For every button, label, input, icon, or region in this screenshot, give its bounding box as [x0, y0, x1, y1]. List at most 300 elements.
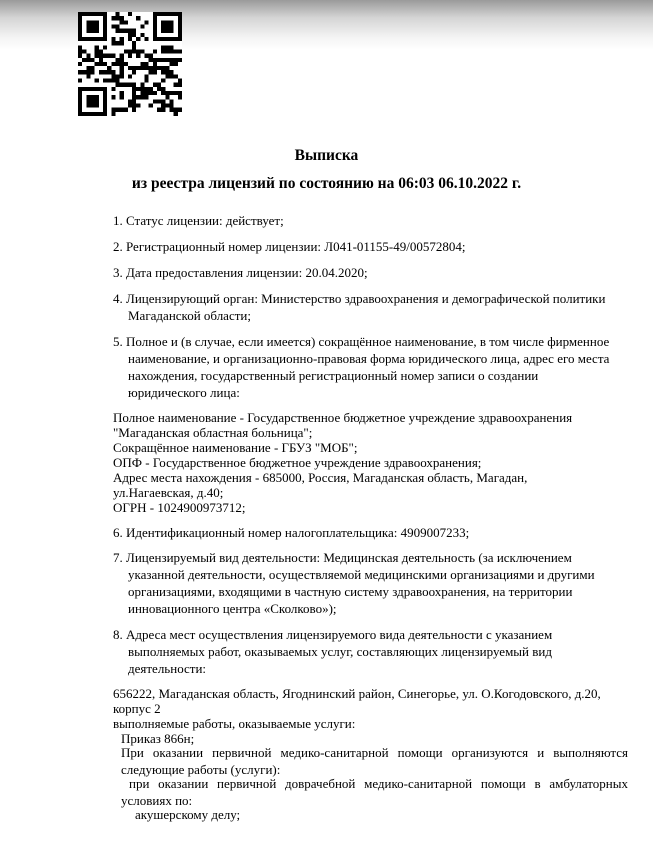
qr-module — [153, 29, 157, 33]
item-org-name-heading-l2: наименование, и организационно-правовая форма юридического лица, адрес его места — [128, 351, 610, 366]
item-license-status: 1. Статус лицензии: действует; — [113, 213, 284, 228]
qr-module — [149, 70, 153, 74]
qr-module — [86, 99, 90, 103]
qr-module — [170, 70, 174, 74]
qr-module — [111, 62, 115, 66]
org-short-name: Сокращённое наименование - ГБУЗ "МОБ"; — [113, 440, 358, 455]
qr-module — [136, 95, 140, 99]
org-address-cont: ул.Нагаевская, д.40; — [113, 485, 224, 500]
qr-module — [86, 95, 90, 99]
qr-module — [157, 83, 161, 87]
qr-module — [95, 29, 99, 33]
qr-module — [78, 104, 82, 108]
qr-module — [174, 49, 178, 53]
qr-module — [107, 79, 111, 83]
qr-module — [157, 99, 161, 103]
qr-module — [140, 83, 144, 87]
qr-module — [95, 20, 99, 24]
qr-module — [82, 12, 86, 16]
qr-module — [149, 54, 153, 58]
qr-module — [124, 20, 128, 24]
qr-module — [99, 112, 103, 116]
qr-module — [145, 79, 149, 83]
qr-module — [115, 74, 119, 78]
qr-module — [103, 91, 107, 95]
qr-module — [161, 29, 165, 33]
qr-module — [103, 12, 107, 16]
qr-module — [140, 24, 144, 28]
qr-module — [78, 62, 82, 66]
qr-module — [174, 74, 178, 78]
qr-module — [103, 70, 107, 74]
qr-module — [161, 58, 165, 62]
qr-module — [170, 49, 174, 53]
qr-module — [90, 29, 94, 33]
qr-module — [78, 112, 82, 116]
qr-module — [95, 99, 99, 103]
qr-module — [161, 66, 165, 70]
qr-module — [174, 91, 178, 95]
qr-module — [132, 45, 136, 49]
qr-module — [120, 74, 124, 78]
qr-module — [153, 37, 157, 41]
qr-module — [153, 20, 157, 24]
qr-module — [140, 49, 144, 53]
qr-module — [95, 112, 99, 116]
qr-module — [90, 95, 94, 99]
qr-module — [178, 58, 182, 62]
qr-module — [95, 49, 99, 53]
qr-module — [90, 58, 94, 62]
qr-module — [103, 24, 107, 28]
qr-module — [86, 104, 90, 108]
qr-module — [95, 24, 99, 28]
qr-module — [178, 12, 182, 16]
qr-module — [178, 16, 182, 20]
qr-module — [124, 49, 128, 53]
qr-module — [103, 16, 107, 20]
qr-module — [178, 91, 182, 95]
qr-module — [165, 95, 169, 99]
qr-module — [120, 83, 124, 87]
qr-module — [132, 41, 136, 45]
qr-module — [165, 66, 169, 70]
qr-module — [153, 66, 157, 70]
qr-module — [140, 62, 144, 66]
qr-module — [120, 41, 124, 45]
qr-module — [128, 54, 132, 58]
qr-module — [111, 41, 115, 45]
qr-module — [115, 41, 119, 45]
qr-module — [178, 29, 182, 33]
qr-module — [174, 37, 178, 41]
qr-module — [115, 83, 119, 87]
qr-module — [90, 70, 94, 74]
place-address-cont: корпус 2 — [113, 701, 161, 716]
qr-module — [170, 12, 174, 16]
qr-module — [161, 70, 165, 74]
item-licensing-authority-cont: Магаданской области; — [128, 308, 251, 323]
qr-module — [140, 91, 144, 95]
qr-module — [86, 112, 90, 116]
qr-module — [165, 45, 169, 49]
qr-module — [153, 91, 157, 95]
qr-module — [170, 74, 174, 78]
qr-module — [107, 66, 111, 70]
item-registration-number: 2. Регистрационный номер лицензии: Л041-01155-49/00572804; — [113, 239, 466, 254]
qr-module — [78, 24, 82, 28]
qr-module — [132, 91, 136, 95]
qr-module — [103, 54, 107, 58]
qr-module — [111, 79, 115, 83]
qr-module — [165, 12, 169, 16]
qr-module — [99, 37, 103, 41]
qr-module — [153, 83, 157, 87]
qr-module — [86, 37, 90, 41]
qr-module — [115, 29, 119, 33]
qr-module — [120, 54, 124, 58]
qr-module — [153, 62, 157, 66]
qr-code — [78, 12, 182, 116]
qr-module — [132, 29, 136, 33]
qr-module — [161, 37, 165, 41]
qr-module — [145, 54, 149, 58]
qr-module — [124, 83, 128, 87]
qr-module — [115, 108, 119, 112]
qr-module — [149, 87, 153, 91]
item-activity-type-l2: указанной деятельности, осуществляемой медицинскими организациями и другими — [128, 567, 595, 582]
qr-module — [103, 108, 107, 112]
qr-module — [170, 29, 174, 33]
qr-module — [161, 45, 165, 49]
qr-module — [165, 24, 169, 28]
qr-module — [78, 54, 82, 58]
qr-module — [128, 33, 132, 37]
place-obstetrics: акушерскому делу; — [135, 807, 241, 822]
qr-module — [136, 49, 140, 53]
qr-module — [103, 87, 107, 91]
qr-module — [157, 108, 161, 112]
qr-module — [153, 12, 157, 16]
qr-module — [161, 87, 165, 91]
qr-module — [132, 104, 136, 108]
qr-module — [111, 54, 115, 58]
qr-module — [99, 49, 103, 53]
qr-module — [115, 12, 119, 16]
qr-module — [132, 95, 136, 99]
qr-module — [111, 108, 115, 112]
qr-module — [111, 16, 115, 20]
qr-module — [111, 24, 115, 28]
qr-module — [124, 108, 128, 112]
qr-module — [178, 33, 182, 37]
qr-module — [120, 29, 124, 33]
qr-module — [140, 95, 144, 99]
qr-module — [174, 108, 178, 112]
qr-module — [95, 79, 99, 83]
item-org-name-heading: 5. Полное и (в случае, если имеется) сокращённое наименование, в том числе фирменное — [113, 334, 610, 349]
qr-module — [153, 16, 157, 20]
qr-module — [161, 91, 165, 95]
qr-module — [82, 37, 86, 41]
qr-module — [95, 95, 99, 99]
qr-module — [136, 66, 140, 70]
qr-module — [120, 37, 124, 41]
org-address: Адрес места нахождения - 685000, Россия, Магаданская область, Магадан, — [113, 470, 528, 485]
qr-module — [153, 70, 157, 74]
qr-module — [165, 91, 169, 95]
qr-module — [128, 49, 132, 53]
qr-module — [103, 37, 107, 41]
qr-module — [157, 12, 161, 16]
qr-module — [82, 112, 86, 116]
qr-module — [132, 87, 136, 91]
qr-module — [178, 79, 182, 83]
qr-module — [178, 49, 182, 53]
qr-module — [157, 87, 161, 91]
qr-module — [153, 58, 157, 62]
qr-module — [103, 104, 107, 108]
qr-module — [145, 20, 149, 24]
place-works-header: выполняемые работы, оказываемые услуги: — [113, 716, 356, 731]
qr-module — [103, 29, 107, 33]
qr-module — [78, 95, 82, 99]
qr-module — [132, 49, 136, 53]
qr-code-image — [78, 12, 182, 116]
qr-module — [161, 104, 165, 108]
qr-module — [165, 29, 169, 33]
qr-module — [174, 12, 178, 16]
qr-module — [124, 62, 128, 66]
qr-module — [86, 20, 90, 24]
place-primary-care-works: При оказании первичной медико-санитарной помощи организуются и выполняются следующие работы (услуги): — [121, 745, 628, 777]
qr-module — [136, 104, 140, 108]
qr-module — [136, 54, 140, 58]
qr-module — [90, 66, 94, 70]
qr-module — [161, 108, 165, 112]
item-activity-type-l3: организациями, входящими в частную систему здравоохранения, на территории — [128, 584, 573, 599]
qr-module — [78, 87, 82, 91]
qr-module — [78, 49, 82, 53]
qr-module — [99, 54, 103, 58]
qr-module — [145, 37, 149, 41]
qr-module — [115, 79, 119, 83]
qr-module — [170, 20, 174, 24]
qr-module — [165, 37, 169, 41]
qr-module — [153, 49, 157, 53]
qr-module — [170, 99, 174, 103]
qr-module — [99, 87, 103, 91]
qr-module — [136, 37, 140, 41]
qr-module — [120, 58, 124, 62]
item-activity-places-l3: деятельности: — [128, 661, 207, 676]
qr-module — [86, 66, 90, 70]
qr-module — [170, 91, 174, 95]
org-full-name-cont: "Магаданская областная больница"; — [113, 425, 313, 440]
document-subtitle: из реестра лицензий по состоянию на 06:03 06.10.2022 г. — [131, 175, 522, 192]
qr-module — [78, 79, 82, 83]
qr-module — [86, 12, 90, 16]
qr-module — [161, 49, 165, 53]
qr-module — [140, 87, 144, 91]
qr-module — [120, 91, 124, 95]
qr-module — [95, 62, 99, 66]
qr-module — [103, 33, 107, 37]
qr-module — [145, 91, 149, 95]
qr-module — [157, 58, 161, 62]
qr-module — [145, 95, 149, 99]
item-org-name-heading-l4: юридического лица: — [128, 385, 240, 400]
qr-module — [90, 20, 94, 24]
qr-module — [78, 33, 82, 37]
qr-module — [157, 37, 161, 41]
place-address: 656222, Магаданская область, Ягоднинский район, Синегорье, ул. О.Когодовского, д.20, — [113, 686, 601, 701]
qr-module — [149, 91, 153, 95]
qr-module — [153, 24, 157, 28]
qr-module — [115, 58, 119, 62]
qr-module — [128, 83, 132, 87]
qr-module — [120, 16, 124, 20]
qr-module — [145, 87, 149, 91]
qr-module — [95, 45, 99, 49]
item-inn: 6. Идентификационный номер налогоплательщика: 4909007233; — [113, 525, 470, 540]
qr-module — [124, 29, 128, 33]
qr-module — [140, 33, 144, 37]
qr-module — [78, 37, 82, 41]
place-prevrach-care: при оказании первичной доврачебной медико-санитарной помощи в амбулаторных условиях по: — [121, 776, 628, 808]
qr-module — [170, 58, 174, 62]
qr-module — [82, 58, 86, 62]
qr-module — [165, 20, 169, 24]
qr-module — [82, 49, 86, 53]
qr-module — [82, 70, 86, 74]
item-issue-date: 3. Дата предоставления лицензии: 20.04.2020; — [113, 265, 368, 280]
qr-module — [120, 70, 124, 74]
qr-module — [78, 20, 82, 24]
qr-module — [103, 99, 107, 103]
qr-module — [90, 99, 94, 103]
qr-module — [170, 24, 174, 28]
qr-module — [99, 12, 103, 16]
qr-module — [86, 58, 90, 62]
qr-module — [132, 33, 136, 37]
qr-module — [165, 49, 169, 53]
qr-module — [132, 108, 136, 112]
qr-module — [86, 87, 90, 91]
qr-module — [103, 95, 107, 99]
qr-module — [95, 104, 99, 108]
qr-module — [161, 24, 165, 28]
qr-module — [178, 37, 182, 41]
qr-module — [111, 95, 115, 99]
qr-module — [90, 104, 94, 108]
qr-module — [178, 20, 182, 24]
qr-module — [132, 66, 136, 70]
qr-module — [145, 74, 149, 78]
qr-module — [78, 29, 82, 33]
qr-module — [178, 24, 182, 28]
qr-module — [120, 20, 124, 24]
qr-module — [170, 108, 174, 112]
qr-module — [78, 45, 82, 49]
qr-module — [128, 99, 132, 103]
qr-module — [145, 62, 149, 66]
qr-module — [174, 62, 178, 66]
qr-module — [107, 70, 111, 74]
qr-module — [178, 108, 182, 112]
qr-module — [174, 58, 178, 62]
qr-module — [161, 79, 165, 83]
qr-module — [86, 29, 90, 33]
qr-module — [103, 79, 107, 83]
qr-module — [95, 12, 99, 16]
qr-module — [78, 12, 82, 16]
qr-module — [90, 112, 94, 116]
item-activity-type-l4: инновационного центра «Сколково»); — [128, 601, 337, 616]
qr-module — [90, 87, 94, 91]
qr-module — [103, 62, 107, 66]
qr-module — [95, 37, 99, 41]
qr-module — [86, 24, 90, 28]
qr-module — [136, 87, 140, 91]
qr-module — [99, 70, 103, 74]
qr-module — [111, 87, 115, 91]
qr-module — [149, 66, 153, 70]
qr-module — [111, 70, 115, 74]
qr-module — [161, 99, 165, 103]
qr-module — [111, 74, 115, 78]
qr-module — [161, 20, 165, 24]
qr-module — [90, 24, 94, 28]
qr-module — [132, 83, 136, 87]
qr-module — [128, 37, 132, 41]
qr-module — [86, 54, 90, 58]
qr-module — [165, 58, 169, 62]
qr-module — [170, 104, 174, 108]
org-ogrn: ОГРН - 1024900973712; — [113, 500, 246, 515]
qr-module — [95, 87, 99, 91]
qr-module — [165, 74, 169, 78]
qr-module — [99, 62, 103, 66]
qr-module — [120, 95, 124, 99]
qr-module — [115, 62, 119, 66]
qr-module — [149, 58, 153, 62]
qr-module — [115, 16, 119, 20]
item-activity-places: 8. Адреса мест осуществления лицензируемого вида деятельности с указанием — [113, 627, 553, 642]
qr-module — [128, 104, 132, 108]
qr-module — [111, 37, 115, 41]
qr-module — [132, 70, 136, 74]
item-activity-type: 7. Лицензируемый вид деятельности: Медицинская деятельность (за исключением — [113, 550, 572, 565]
qr-module — [132, 99, 136, 103]
qr-module — [120, 108, 124, 112]
qr-module — [99, 58, 103, 62]
qr-module — [82, 87, 86, 91]
qr-module — [120, 62, 124, 66]
qr-module — [161, 12, 165, 16]
qr-module — [170, 62, 174, 66]
document-title: Выписка — [294, 147, 359, 164]
item-licensing-authority: 4. Лицензирующий орган: Министерство здравоохранения и демографической политики — [113, 291, 606, 306]
qr-module — [178, 83, 182, 87]
qr-module — [115, 24, 119, 28]
qr-module — [174, 83, 178, 87]
qr-module — [149, 104, 153, 108]
org-legal-form: ОПФ - Государственное бюджетное учреждение здравоохранения; — [113, 455, 482, 470]
qr-module — [174, 112, 178, 116]
qr-module — [165, 70, 169, 74]
qr-module — [140, 66, 144, 70]
